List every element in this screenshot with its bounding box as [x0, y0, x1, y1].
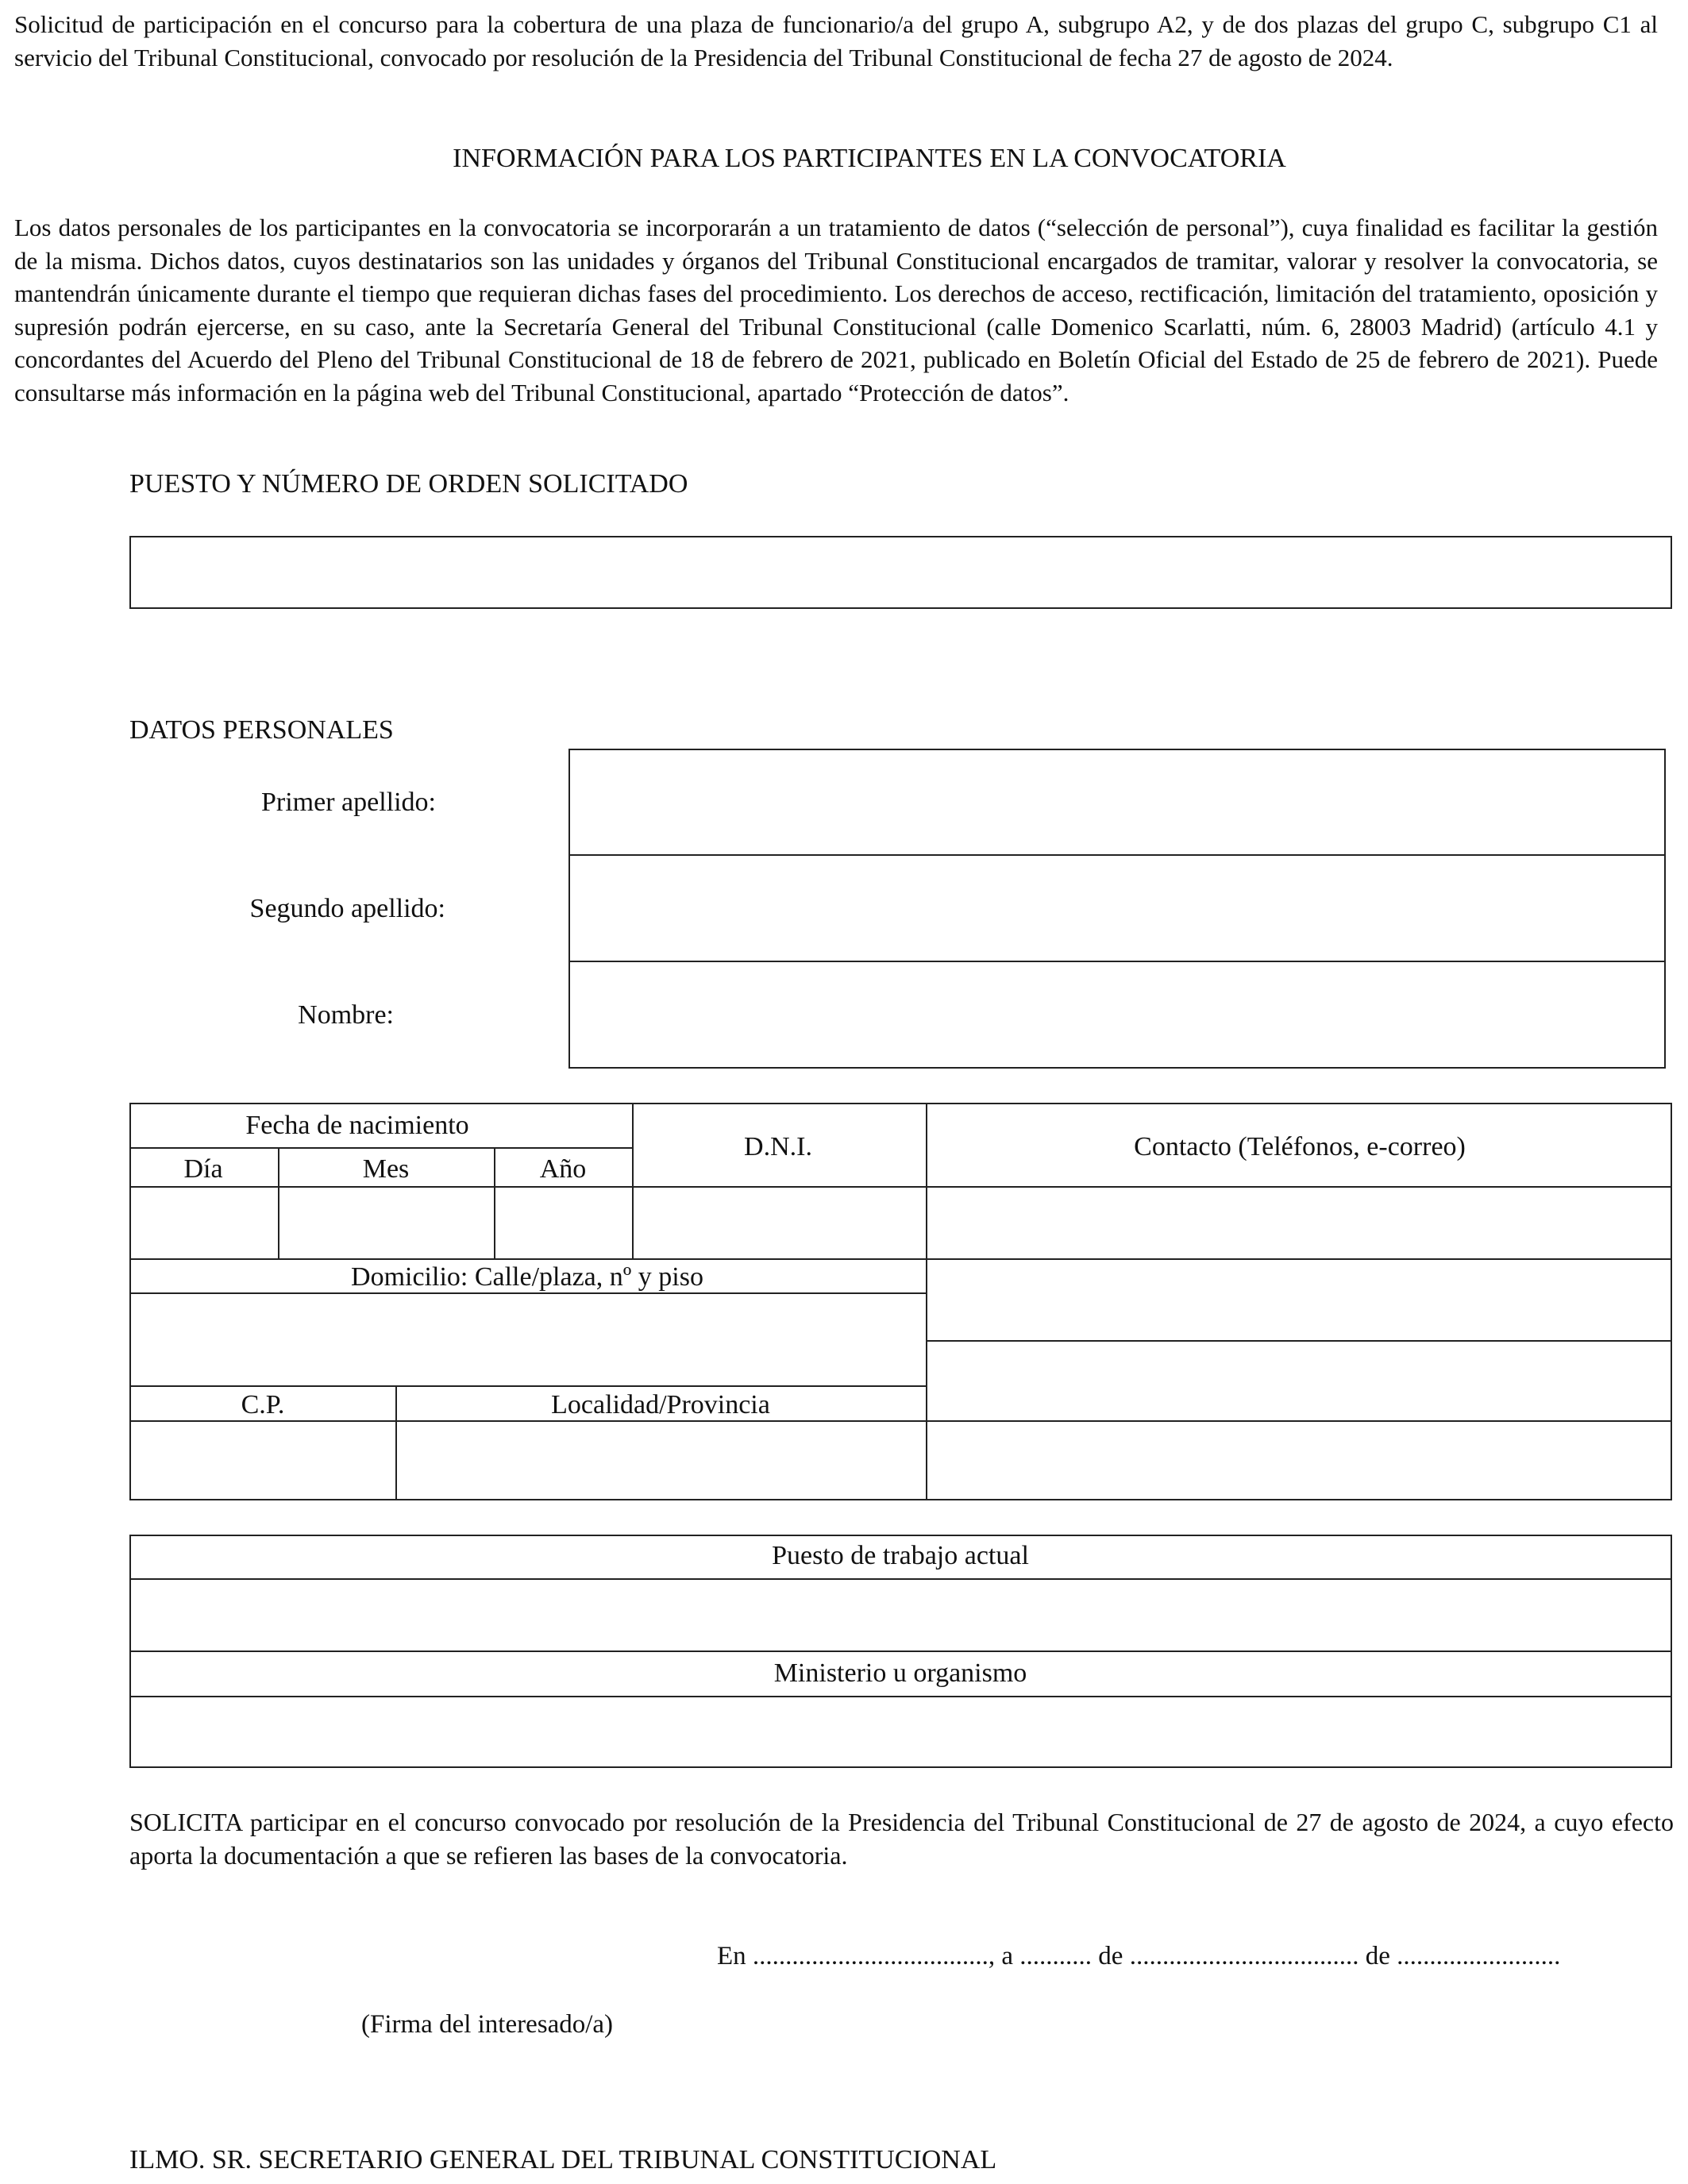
fecha-line[interactable]: En ...................................., a ........... de ................................... de .........................: [717, 1942, 1561, 1970]
domicilio-label: Domicilio: Calle/plaza, nº y piso: [351, 1262, 703, 1292]
dni-label: D.N.I.: [744, 1132, 812, 1161]
mes-field[interactable]: [280, 1188, 494, 1258]
intro-paragraph: Solicitud de participación en el concurso para la cobertura de una plaza de funcionario/a del grupo A, subgrupo A2, y de dos plazas del grupo C, subgrupo C1 al servicio del Tribunal Constitucional, convocado por resolución de la Presidencia del Tribunal Constitucional de fecha 27 de agosto de 2024.: [14, 10, 1658, 71]
puesto-solicitado-field[interactable]: [129, 536, 1672, 609]
solicita-paragraph: SOLICITA participar en el concurso convocado por resolución de la Presidencia del Tribunal Constitucional de 27 de agosto de 2024, a cuyo efecto aporta la documentación a que se refieren las bases de la convocatoria.: [129, 1808, 1674, 1870]
destinatario: ILMO. SR. SECRETARIO GENERAL DEL TRIBUNAL CONSTITUCIONAL: [129, 2145, 997, 2174]
ministerio-label: Ministerio u organismo: [773, 1658, 1027, 1688]
primer-apellido-field[interactable]: [570, 750, 1664, 854]
primer-apellido-label: Primer apellido:: [260, 788, 436, 817]
contacto-field-3[interactable]: [928, 1342, 1671, 1420]
contacto-field-4[interactable]: [928, 1423, 1671, 1499]
segundo-apellido-field[interactable]: [570, 857, 1664, 961]
fecha-nacimiento-label: Fecha de nacimiento: [245, 1111, 469, 1140]
anio-field[interactable]: [496, 1188, 632, 1258]
dni-field[interactable]: [634, 1188, 926, 1258]
domicilio-field[interactable]: [131, 1295, 926, 1385]
info-paragraph: Los datos personales de los participantes en la convocatoria se incorporarán a un tratamiento de datos (“selección de personal”), cuya finalidad es facilitar la gestión de la misma. Dichos datos, cuyos destinatarios son las unidades y órganos del Tribunal Constitucional encargados de tramitar, valorar y resolver la convocatoria, se mantendrán únicamente durante el tiempo que requieran dichas fases del procedimiento. Los derechos de acceso, rectificación, limitación del tratamiento, oposición y supresión podrán ejercerse, en su caso, ante la Secretaría General del Tribunal Constitucional (calle Domenico Scarlatti, núm. 6, 28003 Madrid) (artículo 4.1 y concordantes del Acuerdo del Pleno del Tribunal Constitucional de 18 de febrero de 2021, publicado en Boletín Oficial del Estado de 25 de febrero de 2021). Puede consultarse más información en la página web del Tribunal Constitucional, apartado “Protección de datos”.: [14, 214, 1658, 406]
anio-label: Año: [539, 1154, 587, 1184]
datos-personales-heading: DATOS PERSONALES: [129, 715, 394, 745]
puesto-actual-field[interactable]: [131, 1581, 1671, 1651]
contacto-field-2[interactable]: [928, 1261, 1671, 1340]
nombre-label: Nombre:: [298, 1000, 394, 1030]
contacto-field-1[interactable]: [928, 1188, 1671, 1258]
cp-label: C.P.: [241, 1390, 285, 1419]
cp-field[interactable]: [131, 1423, 395, 1499]
divider: [129, 1651, 1672, 1652]
mes-label: Mes: [362, 1154, 410, 1184]
segundo-apellido-label: Segundo apellido:: [249, 894, 445, 923]
puesto-actual-label: Puesto de trabajo actual: [772, 1541, 1029, 1570]
contacto-label: Contacto (Teléfonos, e-correo): [1134, 1132, 1466, 1161]
info-title: INFORMACIÓN PARA LOS PARTICIPANTES EN LA CONVOCATORIA: [453, 144, 1286, 173]
puesto-heading: PUESTO Y NÚMERO DE ORDEN SOLICITADO: [129, 469, 688, 499]
divider: [129, 1385, 927, 1387]
divider: [129, 1147, 634, 1149]
ministerio-field[interactable]: [131, 1698, 1671, 1766]
localidad-label: Localidad/Provincia: [551, 1390, 770, 1419]
firma-label: (Firma del interesado/a): [361, 2010, 614, 2039]
dia-label: Día: [183, 1154, 223, 1184]
localidad-field[interactable]: [398, 1423, 926, 1499]
dia-field[interactable]: [131, 1188, 278, 1258]
nombre-field[interactable]: [570, 963, 1664, 1067]
